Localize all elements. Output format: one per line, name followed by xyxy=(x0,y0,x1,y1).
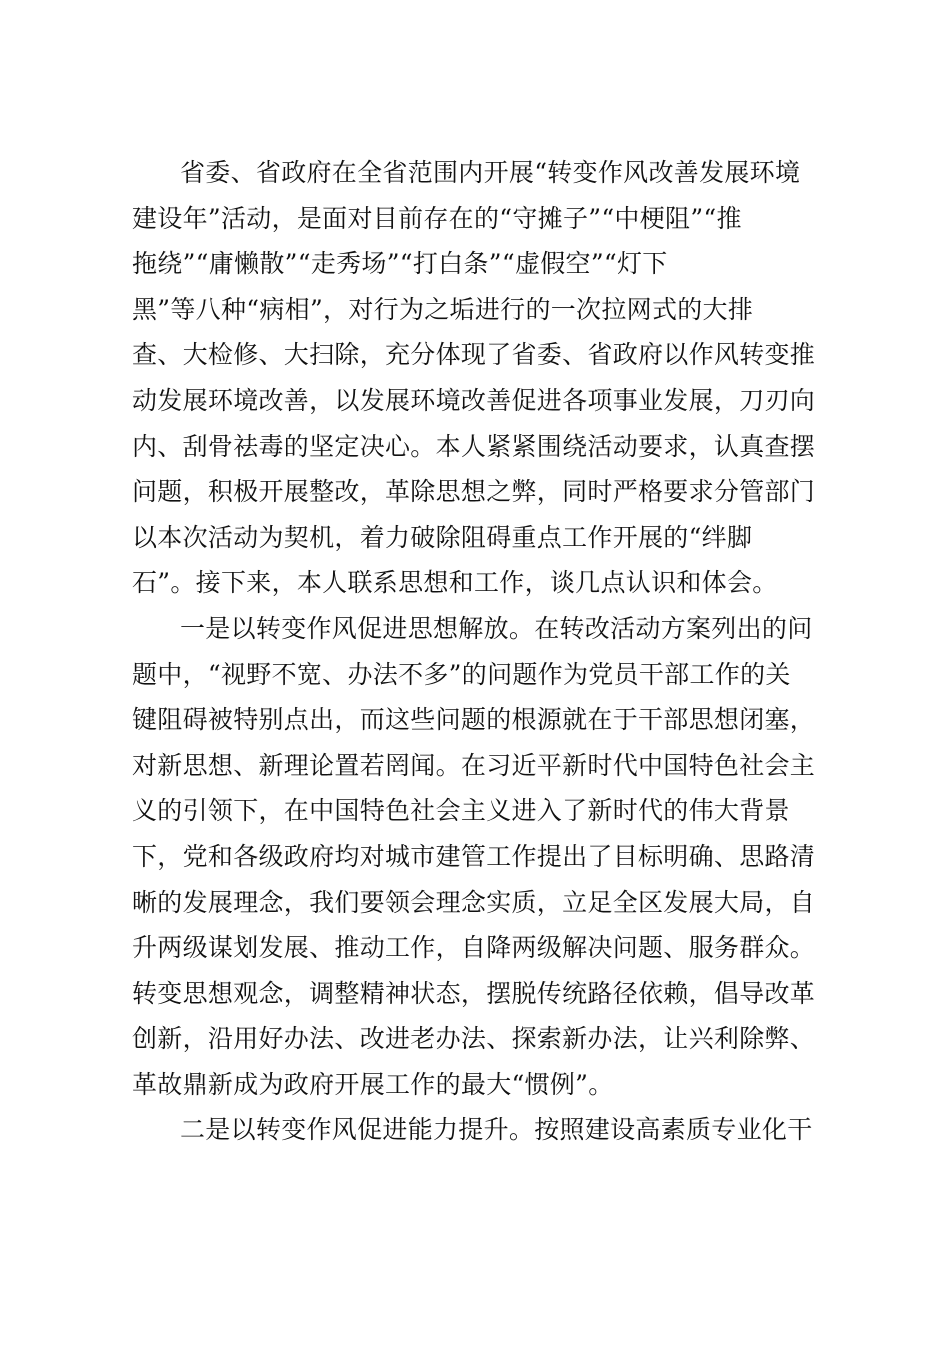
document-body xyxy=(132,150,822,1153)
paragraph-3 xyxy=(132,1107,822,1153)
text-line: 革故鼎新成为政府开展工作的最大“惯例”。 xyxy=(132,1069,614,1099)
text-line: 对新思想、新理论置若罔闻。在习近平新时代中国特色社会主 xyxy=(132,750,816,780)
paragraph-1 xyxy=(132,150,822,606)
text-line: 石”。接下来，本人联系思想和工作，谈几点认识和体会。 xyxy=(132,568,778,598)
text-line: 二是以转变作风促进能力提升。按照建设高素质专业化干 xyxy=(180,1115,813,1145)
text-line: 黑”等八种“病相”，对行为之垢进行的一次拉网式的大排 xyxy=(132,294,754,324)
text-line: 晰的发展理念，我们要领会理念实质，立足全区发展大局，自 xyxy=(132,887,816,917)
text-line: 转变思想观念，调整精神状态，摆脱传统路径依赖，倡导改革 xyxy=(132,978,816,1008)
text-line: 题中，“视野不宽、办法不多”的问题作为党员干部工作的关 xyxy=(132,659,791,689)
text-line: 问题，积极开展整改，革除思想之弊，同时严格要求分管部门 xyxy=(132,477,816,507)
text-line: 建设年”活动，是面对目前存在的“守摊子”“中梗阻”“推 xyxy=(132,203,742,233)
text-line: 创新，沿用好办法、改进老办法、探索新办法，让兴利除弊、 xyxy=(132,1024,816,1054)
text-line: 义的引领下，在中国特色社会主义进入了新时代的伟大背景 xyxy=(132,796,790,826)
text-line: 以本次活动为契机，着力破除阻碍重点工作开展的“绊脚 xyxy=(132,522,753,552)
text-line: 下，党和各级政府均对城市建管工作提出了目标明确、思路清 xyxy=(132,841,816,871)
text-line: 内、刮骨祛毒的坚定决心。本人紧紧围绕活动要求，认真查摆 xyxy=(132,431,816,461)
text-line: 拖绕”“庸懒散”“走秀场”“打白条”“虚假空”“灯下 xyxy=(132,249,668,279)
text-line: 查、大检修、大扫除，充分体现了省委、省政府以作风转变推 xyxy=(132,340,816,370)
text-line: 一是以转变作风促进思想解放。在转改活动方案列出的问 xyxy=(180,613,813,643)
text-line: 升两级谋划发展、推动工作，自降两级解决问题、服务群众。 xyxy=(132,933,816,963)
text-line: 动发展环境改善，以发展环境改善促进各项事业发展，刀刃向 xyxy=(132,385,816,415)
paragraph-2 xyxy=(132,606,822,1108)
text-line: 键阻碍被特别点出，而这些问题的根源就在于干部思想闭塞， xyxy=(132,705,816,735)
text-line: 省委、省政府在全省范围内开展“转变作风改善发展环境 xyxy=(180,158,801,187)
